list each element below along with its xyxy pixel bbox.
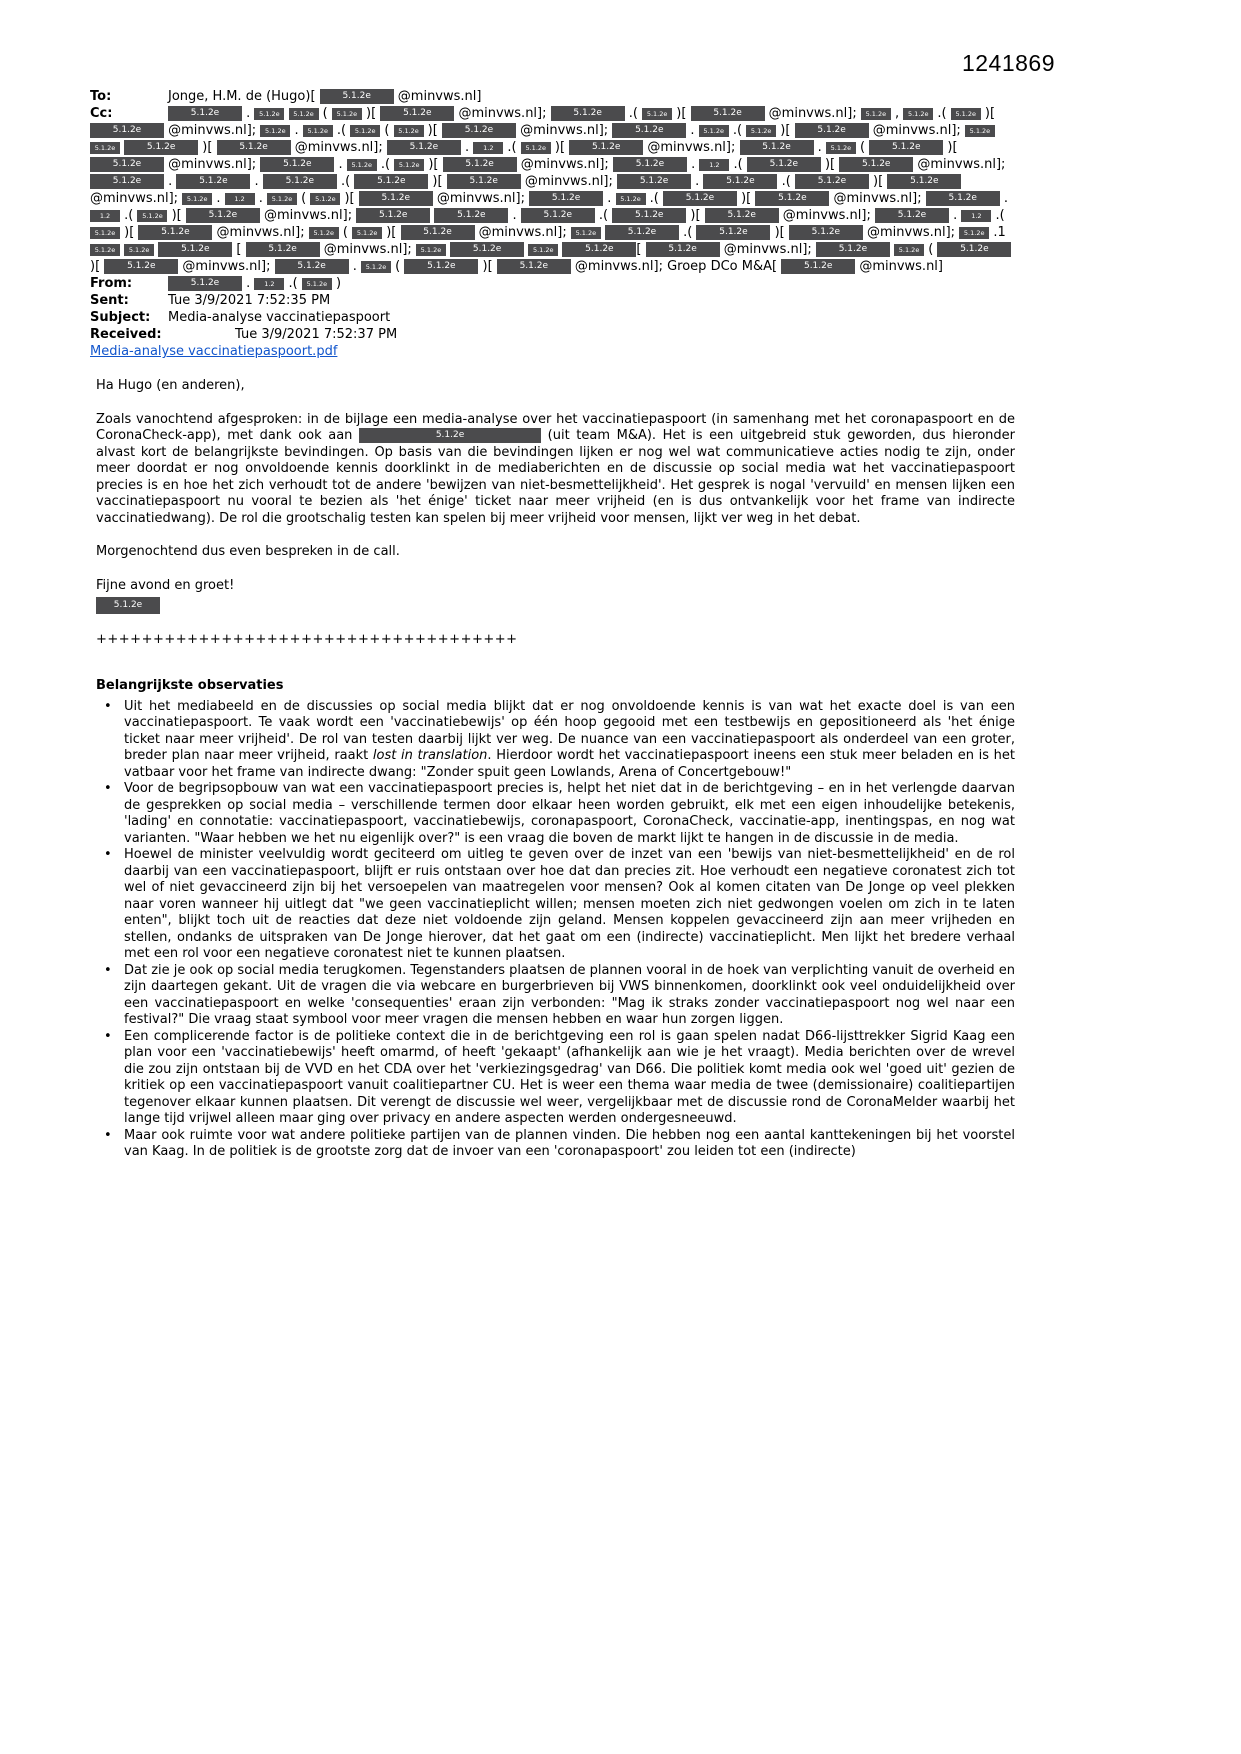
redaction-box: 1.2 [473, 142, 503, 154]
to-label: To: [90, 89, 112, 104]
redaction-box: 5.1.2e [260, 125, 290, 137]
redaction-box: 5.1.2e [347, 159, 377, 171]
redaction-box: 5.1.2e [616, 193, 646, 205]
redaction-box: 5.1.2e [350, 125, 380, 137]
redaction-box: 5.1.2e [303, 125, 333, 137]
redaction-box: 5.1.2e [617, 174, 691, 189]
redaction-box: 5.1.2e [124, 140, 198, 155]
from-value: 5.1.2e . 1.2 .( 5.1.2e ) [168, 276, 341, 291]
from-label: From: [90, 276, 133, 291]
received-label: Received: [90, 327, 162, 342]
redaction-box: 5.1.2e [320, 89, 394, 104]
redaction-box: 5.1.2e [124, 244, 154, 256]
redaction-box: 5.1.2e [309, 227, 339, 239]
attachment-row [90, 343, 1015, 360]
redaction-box: 5.1.2e [90, 227, 120, 239]
redaction-box: 5.1.2e [937, 242, 1011, 257]
redaction-box: 5.1.2e [926, 191, 1000, 206]
subject-label: Subject: [90, 310, 151, 325]
redaction-box: 5.1.2e [359, 428, 541, 443]
redaction-box: 5.1.2e [612, 123, 686, 138]
redaction-box: 5.1.2e [416, 244, 446, 256]
redaction-box: 5.1.2e [861, 108, 891, 120]
redaction-box: 5.1.2e [380, 106, 454, 121]
redaction-box: 5.1.2e [354, 174, 428, 189]
emphasis-text: lost in translation [372, 748, 488, 763]
redaction-box: 5.1.2e [755, 191, 829, 206]
redaction-box: 5.1.2e [663, 191, 737, 206]
redaction-box: 5.1.2e [138, 225, 212, 240]
redaction-box: 5.1.2e [176, 174, 250, 189]
redaction-box: 5.1.2e [443, 157, 517, 172]
redaction-box: 5.1.2e [217, 140, 291, 155]
redaction-box: 5.1.2e [450, 242, 524, 257]
redaction-box: 5.1.2e [90, 174, 164, 189]
list-item: • Een complicerende factor is de politieke context die in de berichtgeving een rol is gaan spelen nadat D66-lijsttrekker Sigrid Kaag een plan voor een 'vaccinatiebewijs' heeft omarmd, of heeft 'gekaapt' (afhankelijk aan wie je het vraagt). Media berichten over de wrevel die zou zijn ontstaan bij de VVD en het CDA over het 'verkiezingsgedrag' van D66. Die politiek komt media ook wel 'goed uit' gezien de kritiek op een vaccinatiepaspoort vanuit coalitiepartner CU. Het is weer een thema waar media de twee (demissionaire) coalitiepartijen tegenover elkaar kunnen plaatsen. Dit verengt de discussie wel weer, vergelijkbaar met de discussie rond de CoronaMelder waarbij het lange tijd vrijwel alleen maar ging over privacy en andere aspecten werden ondergesneeuwd. [96, 1029, 1015, 1128]
received-value: Tue 3/9/2021 7:52:37 PM [235, 327, 398, 342]
header-row-to [90, 88, 1015, 105]
redaction-box: 5.1.2e [186, 208, 260, 223]
redaction-box: 5.1.2e [528, 244, 558, 256]
observations-heading: Belangrijkste observaties [96, 678, 284, 693]
redaction-box: 5.1.2e [696, 225, 770, 240]
sent-value: Tue 3/9/2021 7:52:35 PM [168, 293, 331, 308]
redaction-box: 5.1.2e [699, 125, 729, 137]
redaction-box: 5.1.2e [356, 208, 430, 223]
redaction-box: 5.1.2e [401, 225, 475, 240]
list-item: • Maar ook ruimte voor wat andere politieke partijen van de plannen vinden. Die hebben nog een aantal kanttekeningen bij het voorstel van Kaag. In de politiek is de grootste zorg dat de invoer van een 'coronapaspoort' zou leiden tot een (indirecte) [96, 1128, 1015, 1161]
list-item: • Hoewel de minister veelvuldig wordt geciteerd om uitleg te geven over de inzet van een 'bewijs van niet-besmettelijkheid' en de rol daarbij van een vaccinatiepaspoort, blijft er ruis ontstaan over hoe dat dan precies zit. Hoe verhoudt een negatieve coronatest zich tot wel of niet gevaccineerd zijn bij het versoepelen van maatregelen voor mensen? Ook al komen citaten van De Jonge op veel plekken naar voren wanneer hij uitlegt dat "we geen vaccinatieplicht willen; mensen moeten zich niet gedwongen voelen om zich in te laten enten", blijkt toch uit de reacties dat deze niet voldoende zijn geland. Mensen koppelen gevaccineerd zijn aan meer vrijheden en stellen, ondanks de uitspraken van De Jonge hierover, dat het gaat om een (indirecte) vaccinatieplicht. Men lijkt het bredere verhaal met een rol voor een negatieve coronatest niet te kunnen plaatsen. [96, 847, 1015, 963]
cc-value: 5.1.2e . 5.1.2e 5.1.2e ( 5.1.2e )[ 5.1.2e @minvws.nl]; 5.1.2e .( 5.1.2e )[ 5.1.2e @minvws.nl]; 5.1.2e , 5.1.2e .( 5.1.2e )[ 5.1.2e @minvws.nl]; 5.1.2e . 5.1.2e .( 5.1.2e ( 5.1.2e )[ 5.1.2e @minvws.nl]; 5.1.2e . 5.1.2e .( 5.1.2e )[ 5.1.2e @minvws.nl]; 5.1.2e 5.1.2e 5.1.2e )[ 5.1.2e @minvws.nl]; 5.1.2e . 1.2 .( 5.1.2e )[ 5.1.2e @minvws.nl]; 5.1.2e . 5.1.2e ( 5.1.2e )[ 5.1.2e @minvws.nl]; 5.1.2e . 5.1.2e .( 5.1.2e )[ 5.1.2e @minvws.nl]; 5.1.2e . 1.2 .( 5.1.2e )[ 5.1.2e @minvws.nl]; 5.1.2e . 5.1.2e . 5.1.2e .( 5.1.2e )[ 5.1.2e @minvws.nl]; 5.1.2e . 5.1.2e .( 5.1.2e )[ 5.1.2e @minvws.nl]; 5.1.2e . 1.2 . 5.1.2e ( 5.1.2e )[ 5.1.2e @minvws.nl]; 5.1.2e . 5.1.2e .( 5.1.2e )[ 5.1.2e @minvws.nl]; 5.1.2e . 1.2 .( 5.1.2e )[ 5.1.2e @minvws.nl]; 5.1.2e 5.1.2e . 5.1.2e .( 5.1.2e )[ 5.1.2e @minvws.nl]; 5.1.2e . 1.2 .( 5.1.2e )[ 5.1.2e @minvws.nl]; 5.1.2e ( 5.1.2e )[ 5.1.2e @minvws.nl]; 5.1.2e 5.1.2e .( 5.1.2e )[ 5.1.2e @minvws.nl]; 5.1.2e .1 5.1.2e 5.1.2e 5.1.2e [ 5.1.2e @minvws.nl]; 5.1.2e 5.1.2e 5.1.2e 5.1.2e [ 5.1.2e @minvws.nl]; 5.1.2e 5.1.2e ( 5.1.2e )[ 5.1.2e @minvws.nl]; 5.1.2e . 5.1.2e ( 5.1.2e )[ 5.1.2e @minvws.nl]; Groep DCo M&A[ 5.1.2e @minvws.nl] [90, 106, 1011, 274]
email-body [90, 378, 1015, 1161]
redaction-box: 5.1.2e [839, 157, 913, 172]
document-content [90, 88, 1015, 1161]
redaction-box: 5.1.2e [705, 208, 779, 223]
redaction-box: 5.1.2e [137, 210, 167, 222]
redaction-box: 5.1.2e [254, 108, 284, 120]
plus-divider-line: +++++++++++++++++++++++++++++++++++++ [96, 631, 518, 647]
list-item: • Voor de begripsopbouw van wat een vaccinatiepaspoort precies is, helpt het niet dat in de berichtgeving – en in het verlengde daarvan de gesprekken op social media – verschillende termen door elkaar heen worden gebruikt, elk met een eigen inhoudelijke betekenis, 'lading' en connotatie: vaccinatiepaspoort, vaccinatiebewijs, coronapaspoort, CoronaCheck, vaccinatie-app, inentingspas, en nog wat varianten. "Waar hebben we het nu eigenlijk over?" is een vraag die boven de markt lijkt te hangen in de discussie in de media. [96, 781, 1015, 847]
redaction-box: 5.1.2e [795, 174, 869, 189]
redaction-box: 5.1.2e [90, 157, 164, 172]
redaction-box: 5.1.2e [746, 125, 776, 137]
redaction-box: 5.1.2e [90, 142, 120, 154]
header-row-from [90, 275, 1015, 292]
redaction-box: 5.1.2e [875, 208, 949, 223]
document-number: 1241869 [961, 50, 1055, 76]
redaction-box: 5.1.2e [642, 108, 672, 120]
redaction-box: 5.1.2e [387, 140, 461, 155]
header-row-cc [90, 105, 1015, 275]
redaction-box: 5.1.2e [289, 108, 319, 120]
redaction-box: 5.1.2e [605, 225, 679, 240]
subject-value: Media-analyse vaccinatiepaspoort [168, 310, 391, 325]
redaction-box: 5.1.2e [613, 157, 687, 172]
redaction-box: 1.2 [961, 210, 991, 222]
redaction-box: 5.1.2e [168, 276, 242, 291]
to-value: Jonge, H.M. de (Hugo)[ 5.1.2e @minvws.nl] [168, 89, 482, 104]
redaction-box: 5.1.2e [267, 193, 297, 205]
redaction-box: 5.1.2e [887, 174, 961, 189]
redaction-box: 5.1.2e [352, 227, 382, 239]
redaction-box: 5.1.2e [90, 123, 164, 138]
redaction-box: 5.1.2e [447, 174, 521, 189]
redaction-box: 5.1.2e [182, 193, 212, 205]
redaction-box: 5.1.2e [781, 259, 855, 274]
observations-list [96, 699, 1015, 1161]
cc-label: Cc: [90, 106, 113, 121]
redaction-box: 5.1.2e [361, 261, 391, 273]
redaction-box: 5.1.2e [869, 140, 943, 155]
sent-label: Sent: [90, 293, 129, 308]
email-header [90, 88, 1015, 360]
redaction-box: 5.1.2e [747, 157, 821, 172]
redaction-box: 5.1.2e [404, 259, 478, 274]
redaction-box: 5.1.2e [903, 108, 933, 120]
redaction-box: 1.2 [90, 210, 120, 222]
redaction-box: 5.1.2e [795, 123, 869, 138]
redaction-box: 5.1.2e [816, 242, 890, 257]
redaction-box: 5.1.2e [551, 106, 625, 121]
redaction-box: 5.1.2e [104, 259, 178, 274]
redaction-box: 5.1.2e [394, 159, 424, 171]
signature-line [96, 597, 1015, 615]
redaction-box: 5.1.2e [951, 108, 981, 120]
redaction-box: 5.1.2e [158, 242, 232, 257]
redaction-box: 5.1.2e [260, 157, 334, 172]
redaction-box: 5.1.2e [246, 242, 320, 257]
intro-paragraph: Zoals vanochtend afgesproken: in de bijlage een media-analyse over het vaccinatiepaspoort (in samenhang met het coronapaspoort en de CoronaCheck-app), met dank ook aan 5.1.2e (uit team M&A). Het is een uitgebreid stuk geworden, dus hieronder alvast kort de belangrijkste bevindingen. Op basis van die bevindingen lijken er nog wel wat communicatieve acties nodig te zijn, onder meer doordat er nog onvoldoende kennis doorklinkt in de mediaberichten en de discussie op social media wat het vaccinatiepaspoort precies is en hoe het zich verhoudt tot de andere 'bewijzen van niet-besmettelijkheid'. Het gesprek is nogal 'vervuild' en mensen lijken een vaccinatiepaspoort nu vooral te bezien als 'het énige' ticket naar meer vrijheid (en is dus ontvankelijk voor het frame van indirecte vaccinatiedwang). De rol die grootschalig testen kan spelen bij meer vrijheid voor mensen, lijkt ver weg in het debat. [96, 411, 1016, 526]
redaction-box: 5.1.2e [332, 108, 362, 120]
redaction-box: 5.1.2e [571, 227, 601, 239]
redaction-box: 1.2 [254, 278, 284, 290]
header-row-received [90, 326, 1015, 343]
redaction-box: 5.1.2e [497, 259, 571, 274]
redaction-box: 5.1.2e [302, 278, 332, 290]
greeting: Ha Hugo (en anderen), [96, 378, 245, 393]
redaction-box: 5.1.2e [96, 597, 160, 614]
redaction-box: 5.1.2e [826, 142, 856, 154]
redaction-box: 5.1.2e [789, 225, 863, 240]
redaction-box: 5.1.2e [691, 106, 765, 121]
redaction-box: 5.1.2e [959, 227, 989, 239]
redaction-box: 5.1.2e [569, 140, 643, 155]
redaction-box: 5.1.2e [703, 174, 777, 189]
list-item: • Uit het mediabeeld en de discussies op social media blijkt dat er nog onvoldoende kennis is van wat het exacte doel is van een vaccinatiepaspoort. Te vaak wordt een 'vaccinatiebewijs' op één hoop gegooid met een testbewijs en gepositioneerd als 'het énige ticket naar meer vrijheid'. De rol van testen daarbij lijkt ver weg. De nuance van een vaccinatiepaspoort als onderdeel van een groter, breder plan naar meer vrijheid, raakt lost in translation. Hierdoor wordt het vaccinatiepaspoort ineens een stuk meer beladen en is het vatbaar voor het frame van indirecte dwang: "Zonder spuit geen Lowlands, Arena of Concertgebouw!" [96, 699, 1015, 782]
redaction-box: 5.1.2e [263, 174, 337, 189]
redaction-box: 5.1.2e [168, 106, 242, 121]
redaction-box: 5.1.2e [740, 140, 814, 155]
signoff-paragraph: Fijne avond en groet! [96, 577, 235, 593]
redaction-box: 5.1.2e [90, 244, 120, 256]
redaction-box: 5.1.2e [275, 259, 349, 274]
redaction-box: 5.1.2e [394, 125, 424, 137]
redaction-box: 5.1.2e [521, 208, 595, 223]
redaction-box: 5.1.2e [894, 244, 924, 256]
redaction-box: 5.1.2e [434, 208, 508, 223]
redaction-box: 5.1.2e [562, 242, 636, 257]
call-note-paragraph: Morgenochtend dus even bespreken in de call. [96, 544, 400, 559]
redaction-box: 5.1.2e [612, 208, 686, 223]
redaction-box: 5.1.2e [359, 191, 433, 206]
redaction-box: 5.1.2e [529, 191, 603, 206]
redaction-box: 5.1.2e [965, 125, 995, 137]
redaction-box: 5.1.2e [310, 193, 340, 205]
redaction-box: 5.1.2e [521, 142, 551, 154]
attachment-link[interactable]: Media-analyse vaccinatiepaspoort.pdf [90, 344, 338, 359]
header-row-sent [90, 292, 1015, 309]
redaction-box: 5.1.2e [442, 123, 516, 138]
redaction-box: 5.1.2e [646, 242, 720, 257]
list-item: • Dat zie je ook op social media terugkomen. Tegenstanders plaatsen de plannen vooral in de hoek van verplichting vanuit de overheid en zijn daartegen gekant. Uit de vragen die via webcare en burgerbrieven bij VWS binnenkomen, doorklinkt ook veel onduidelijkheid over een vaccinatiepaspoort en welke 'consequenties' eraan zijn verbonden: "Mag ik straks zonder vaccinatiepaspoort nog wel naar een festival?" Die vraag staat symbool voor meer vragen die mensen hebben en waar hun zorgen liggen. [96, 963, 1015, 1029]
redaction-box: 1.2 [699, 159, 729, 171]
header-row-subject [90, 309, 1015, 326]
redaction-box: 1.2 [225, 193, 255, 205]
